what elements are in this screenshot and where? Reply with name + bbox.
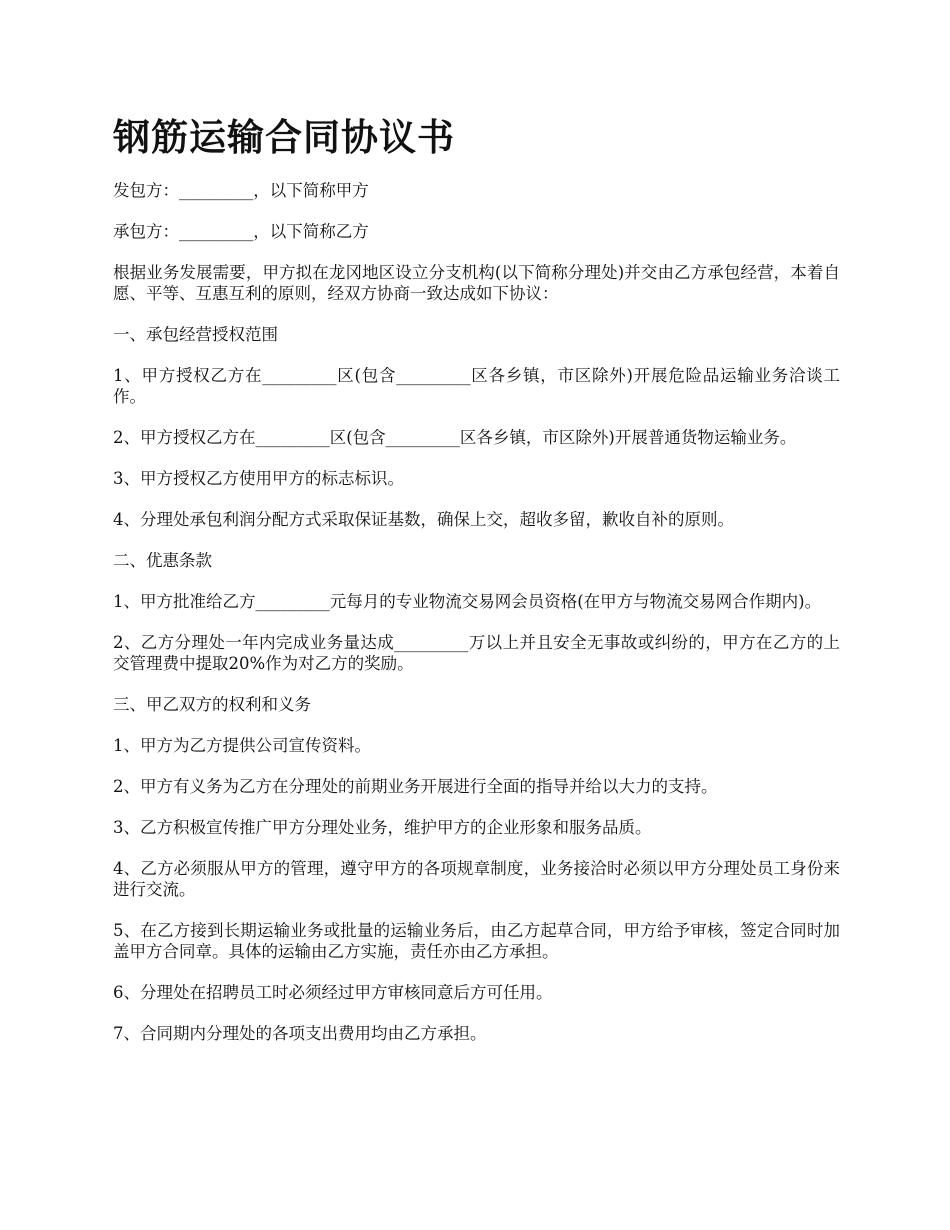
section-heading-scope: 一、承包经营授权范围 [113, 325, 278, 344]
clause-1-1: 1、甲方授权乙方在_________区(包含_________区各乡镇，市区除外)开展危险品运输业务洽谈工作。 [113, 366, 840, 406]
clause-3-5: 5、在乙方接到长期运输业务或批量的运输业务后，由乙方起草合同，甲方给予审核，签定合同时加盖甲方合同章。具体的运输由乙方实施，责任亦由乙方承担。 [113, 921, 840, 961]
clause-3-2: 2、甲方有义务为乙方在分理处的前期业务开展进行全面的指导并给以大力的支持。 [113, 777, 718, 796]
preamble-paragraph: 根据业务发展需要，甲方拟在龙冈地区设立分支机构(以下简称分理处)并交由乙方承包经营，本着自愿、平等、互惠互利的原则，经双方协商一致达成如下协议： [113, 263, 840, 303]
section-heading-preferential: 二、优惠条款 [113, 551, 212, 570]
clause-3-6: 6、分理处在招聘员工时必须经过甲方审核同意后方可任用。 [113, 983, 553, 1002]
clause-3-7: 7、合同期内分理处的各项支出费用均由乙方承担。 [113, 1024, 487, 1043]
document-page [113, 112, 840, 1064]
party-b-line: 承包方：_________，以下简称乙方 [113, 222, 369, 241]
party-a-line: 发包方：_________，以下简称甲方 [113, 181, 369, 200]
clause-1-3: 3、甲方授权乙方使用甲方的标志标识。 [113, 469, 404, 488]
clause-2-2: 2、乙方分理处一年内完成业务量达成_________万以上并且安全无事故或纠纷的，甲方在乙方的上交管理费中提取20%作为对乙方的奖励。 [113, 633, 840, 673]
clause-1-4: 4、分理处承包利润分配方式采取保证基数，确保上交，超收多留，歉收自补的原则。 [113, 510, 734, 529]
section-heading-rights: 三、甲乙双方的权利和义务 [113, 695, 311, 714]
clause-3-3: 3、乙方积极宣传推广甲方分理处业务，维护甲方的企业形象和服务品质。 [113, 818, 652, 837]
clause-1-2: 2、甲方授权乙方在_________区(包含_________区各乡镇，市区除外)开展普通货物运输业务。 [113, 428, 797, 447]
clause-3-4: 4、乙方必须服从甲方的管理，遵守甲方的各项规章制度，业务接洽时必须以甲方分理处员工身份来进行交流。 [113, 859, 840, 899]
clause-3-1: 1、甲方为乙方提供公司宣传资料。 [113, 736, 371, 755]
clause-2-1: 1、甲方批准给乙方_________元每月的专业物流交易网会员资格(在甲方与物流交易网合作期内)。 [113, 592, 822, 611]
document-title: 钢筋运输合同协议书 [113, 115, 455, 159]
